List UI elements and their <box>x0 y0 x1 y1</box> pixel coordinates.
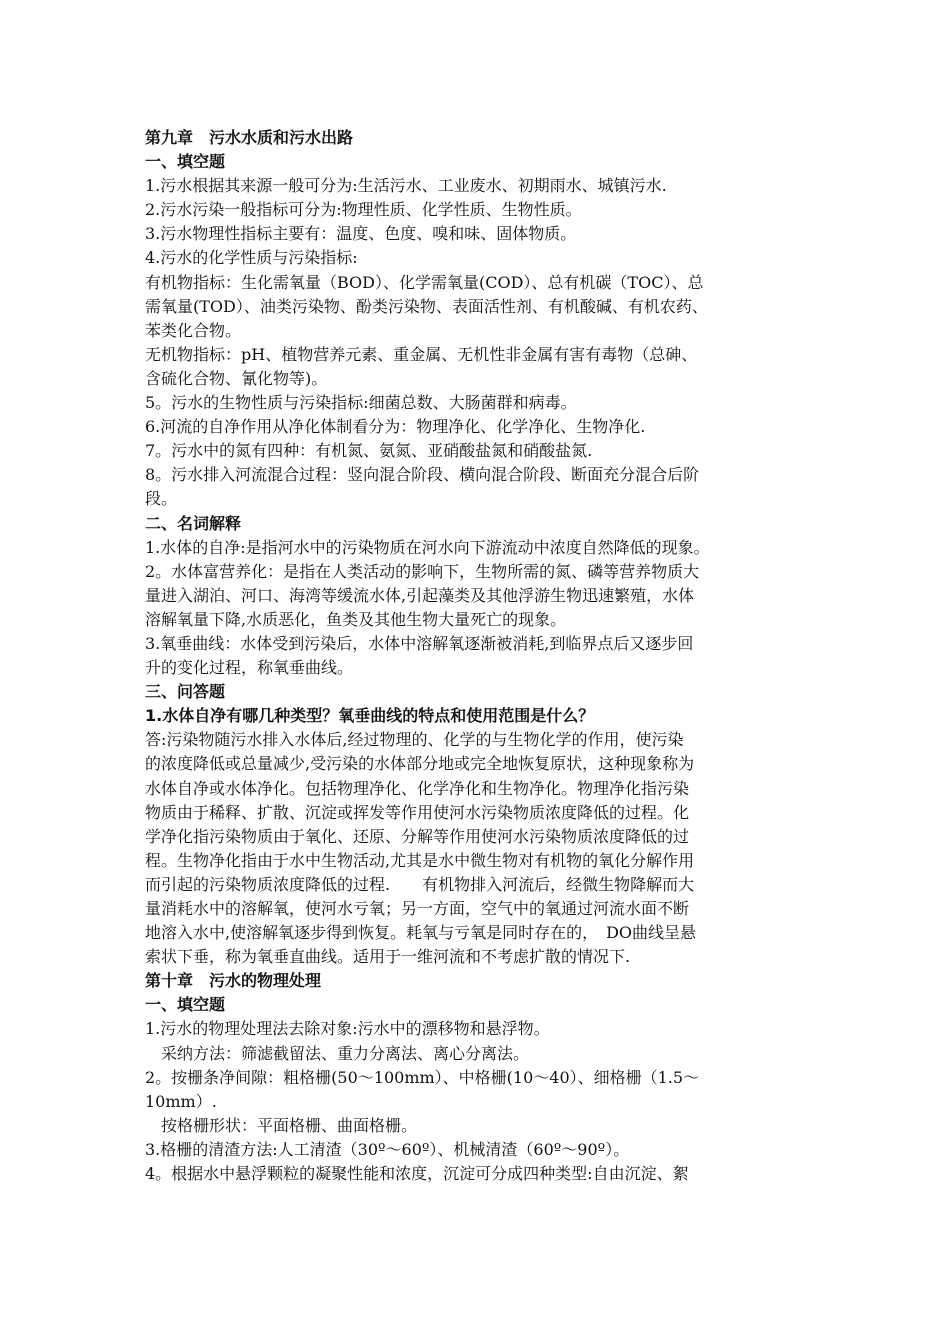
text-line: 而引起的污染物质浓度降低的过程. 有机物排入河流后，经微生物降解而大 <box>145 874 695 894</box>
text-line: 索状下垂，称为氧垂直曲线。适用于一维河流和不考虑扩散的情况下. <box>145 947 631 967</box>
text-line: 1.污水根据其来源一般可分为:生活污水、工业废水、初期雨水、城镇污水. <box>145 176 667 196</box>
text-line: 7。污水中的氮有四种：有机氮、氨氮、亚硝酸盐氮和硝酸盐氮. <box>145 441 593 461</box>
heading-line: 二、名词解释 <box>145 513 242 533</box>
text-line: 地溶入水中,使溶解氧逐步得到恢复。耗氧与亏氧是同时存在的， DO曲线呈悬 <box>145 923 697 943</box>
heading-line: 一、填空题 <box>145 152 226 172</box>
text-line: 有机物指标：生化需氧量（BOD）、化学需氧量(COD）、总有机碳（TOC）、总 <box>145 272 704 292</box>
text-line: 3.格栅的清渣方法:人工清渣（30º～60º）、机械清渣（60º～90º）。 <box>145 1139 630 1159</box>
text-line: 4。根据水中悬浮颗粒的凝聚性能和浓度，沉淀可分成四种类型:自由沉淀、絮 <box>145 1164 689 1184</box>
text-line: 3.污水物理性指标主要有：温度、色度、嗅和味、固体物质。 <box>145 224 577 244</box>
heading-line: 1.水体自净有哪几种类型？氧垂曲线的特点和使用范围是什么？ <box>145 706 595 726</box>
text-line: 需氧量(TOD）、油类污染物、酚类污染物、表面活性剂、有机酸碱、有机农药、 <box>145 296 708 316</box>
text-line: 2.污水污染一般指标可分为:物理性质、化学性质、生物性质。 <box>145 200 582 220</box>
text-line: 苯类化合物。 <box>145 320 242 340</box>
text-line: 量消耗水中的溶解氧，使河水亏氧；另一方面，空气中的氧通过河流水面不断 <box>145 899 690 918</box>
text-line: 1.水体的自净:是指河水中的污染物质在河水向下游流动中浓度自然降低的现象。 <box>145 537 710 557</box>
text-line: 采纳方法：筛滤截留法、重力分离法、离心分离法。 <box>161 1043 530 1063</box>
text-line: 升的变化过程，称氧垂曲线。 <box>145 658 354 678</box>
text-line: 段。 <box>145 489 178 509</box>
heading-line: 第九章 污水水质和污水出路 <box>145 128 354 147</box>
text-line: 程。生物净化指由于水中生物活动,尤其是水中微生物对有机物的氧化分解作用 <box>145 850 695 870</box>
text-line: 1.污水的物理处理法去除对象:污水中的漂移物和悬浮物。 <box>145 1019 550 1039</box>
document-page <box>145 126 835 1186</box>
text-line: 5。污水的生物性质与污染指标:细菌总数、大肠菌群和病毒。 <box>145 393 577 413</box>
text-line: 无机物指标：pH、植物营养元素、重金属、无机性非金属有害有毒物（总砷、 <box>145 344 698 364</box>
text-line: 2。水体富营养化：是指在人类活动的影响下，生物所需的氮、磷等营养物质大 <box>145 561 700 581</box>
text-line: 3.氧垂曲线：水体受到污染后，水体中溶解氧逐渐被消耗,到临界点后又逐步回 <box>145 633 694 653</box>
heading-line: 三、问答题 <box>145 682 226 702</box>
heading-line: 一、填空题 <box>145 995 226 1015</box>
text-line: 2。按栅条净间隙：粗格栅(50～100mm）、中格栅(10～40）、细格栅（1.5～ <box>145 1067 700 1087</box>
text-line: 含硫化合物、氰化物等)。 <box>145 368 328 388</box>
text-line: 学净化指污染物质由于氧化、还原、分解等作用使河水污染物质浓度降低的过 <box>145 826 690 846</box>
text-line: 水体自净或水体净化。包括物理净化、化学净化和生物净化。物理净化指污染 <box>145 778 690 798</box>
text-line: 物质由于稀释、扩散、沉淀或挥发等作用使河水污染物质浓度降低的过程。化 <box>145 802 690 822</box>
heading-line: 第十章 污水的物理处理 <box>145 971 322 991</box>
text-line: 10mm）. <box>145 1091 217 1111</box>
text-line: 答:污染物随污水排入水体后,经过物理的、化学的与生物化学的作用，使污染 <box>145 730 684 750</box>
text-line: 的浓度降低或总量减少,受污染的水体部分地或完全地恢复原状，这种现象称为 <box>145 754 695 774</box>
text-line: 8。污水排入河流混合过程：竖向混合阶段、横向混合阶段、断面充分混合后阶 <box>145 465 700 485</box>
text-line: 6.河流的自净作用从净化体制看分为：物理净化、化学净化、生物净化. <box>145 417 646 437</box>
text-line: 量进入湖泊、河口、海湾等缓流水体,引起藻类及其他浮游生物迅速繁殖，水体 <box>145 585 695 605</box>
text-line: 4.污水的化学性质与污染指标: <box>145 248 358 268</box>
text-line: 按格栅形状：平面格栅、曲面格栅。 <box>161 1115 418 1135</box>
text-line: 溶解氧量下降,水质恶化，鱼类及其他生物大量死亡的现象。 <box>145 609 567 629</box>
